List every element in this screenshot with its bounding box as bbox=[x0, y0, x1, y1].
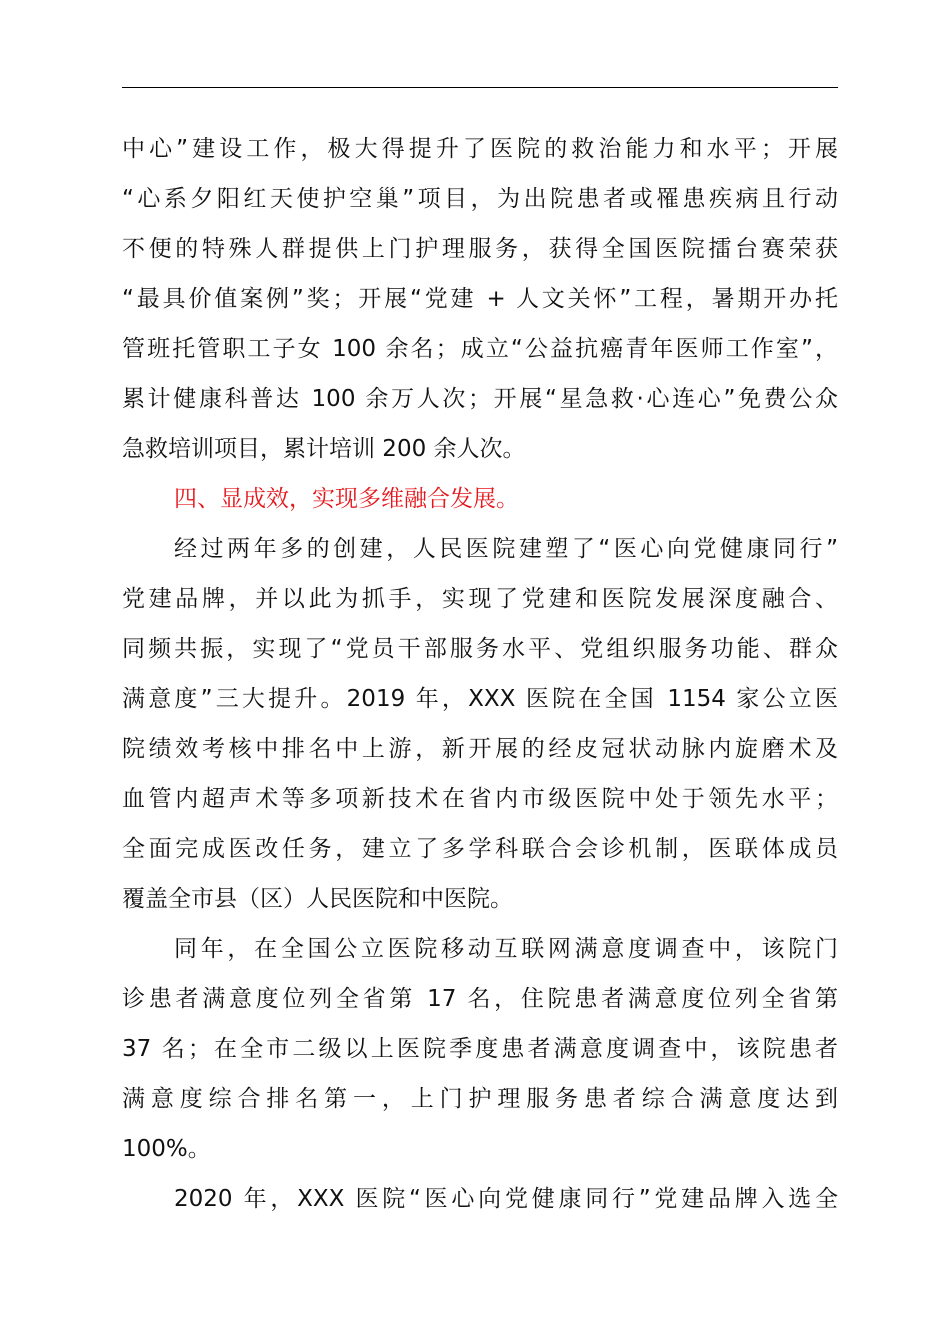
document-body bbox=[122, 124, 838, 1224]
text-line: 急救培训项目，累计培训 200 余人次。 bbox=[122, 436, 526, 462]
text-line: 院绩效考核中排名中上游，新开展的经皮冠状动脉内旋磨术及 bbox=[122, 736, 838, 762]
paragraph-first-line: 经过两年多的创建，人民医院建塑了“医心向党健康同行” bbox=[174, 536, 838, 562]
text-line: 累计健康科普达 100 余万人次；开展“星急救·心连心”免费公众 bbox=[122, 386, 838, 412]
paragraph-first-line: 2020 年，XXX 医院“医心向党健康同行”党建品牌入选全 bbox=[174, 1186, 838, 1212]
text-line: “心系夕阳红天使护空巢”项目，为出院患者或罹患疾病且行动 bbox=[122, 186, 838, 212]
text-line: 37 名；在全市二级以上医院季度患者满意度调查中，该院患者 bbox=[122, 1036, 838, 1062]
text-line: 全面完成医改任务，建立了多学科联合会诊机制，医联体成员 bbox=[122, 836, 838, 862]
section-heading: 四、显成效，实现多维融合发展。 bbox=[174, 486, 519, 512]
text-line: 血管内超声术等多项新技术在省内市级医院中处于领先水平； bbox=[122, 786, 838, 812]
text-line: 满意度综合排名第一，上门护理服务患者综合满意度达到 bbox=[122, 1086, 838, 1112]
text-line: 中心”建设工作，极大得提升了医院的救治能力和水平；开展 bbox=[122, 136, 838, 162]
text-line: 管班托管职工子女 100 余名；成立“公益抗癌青年医师工作室”， bbox=[122, 336, 838, 362]
text-line: 党建品牌，并以此为抓手，实现了党建和医院发展深度融合、 bbox=[122, 586, 838, 612]
text-line: 100%。 bbox=[122, 1136, 211, 1162]
text-line: 不便的特殊人群提供上门护理服务，获得全国医院擂台赛荣获 bbox=[122, 236, 838, 262]
text-line: 覆盖全市县（区）人民医院和中医院。 bbox=[122, 886, 513, 912]
paragraph-first-line: 同年，在全国公立医院移动互联网满意度调查中，该院门 bbox=[174, 936, 838, 962]
text-line: 诊患者满意度位列全省第 17 名，住院患者满意度位列全省第 bbox=[122, 986, 838, 1012]
text-line: “最具价值案例”奖；开展“党建 + 人文关怀”工程，暑期开办托 bbox=[122, 286, 838, 312]
header-rule bbox=[122, 87, 838, 88]
text-line: 同频共振，实现了“党员干部服务水平、党组织服务功能、群众 bbox=[122, 636, 838, 662]
text-line: 满意度”三大提升。2019 年，XXX 医院在全国 1154 家公立医 bbox=[122, 686, 838, 712]
